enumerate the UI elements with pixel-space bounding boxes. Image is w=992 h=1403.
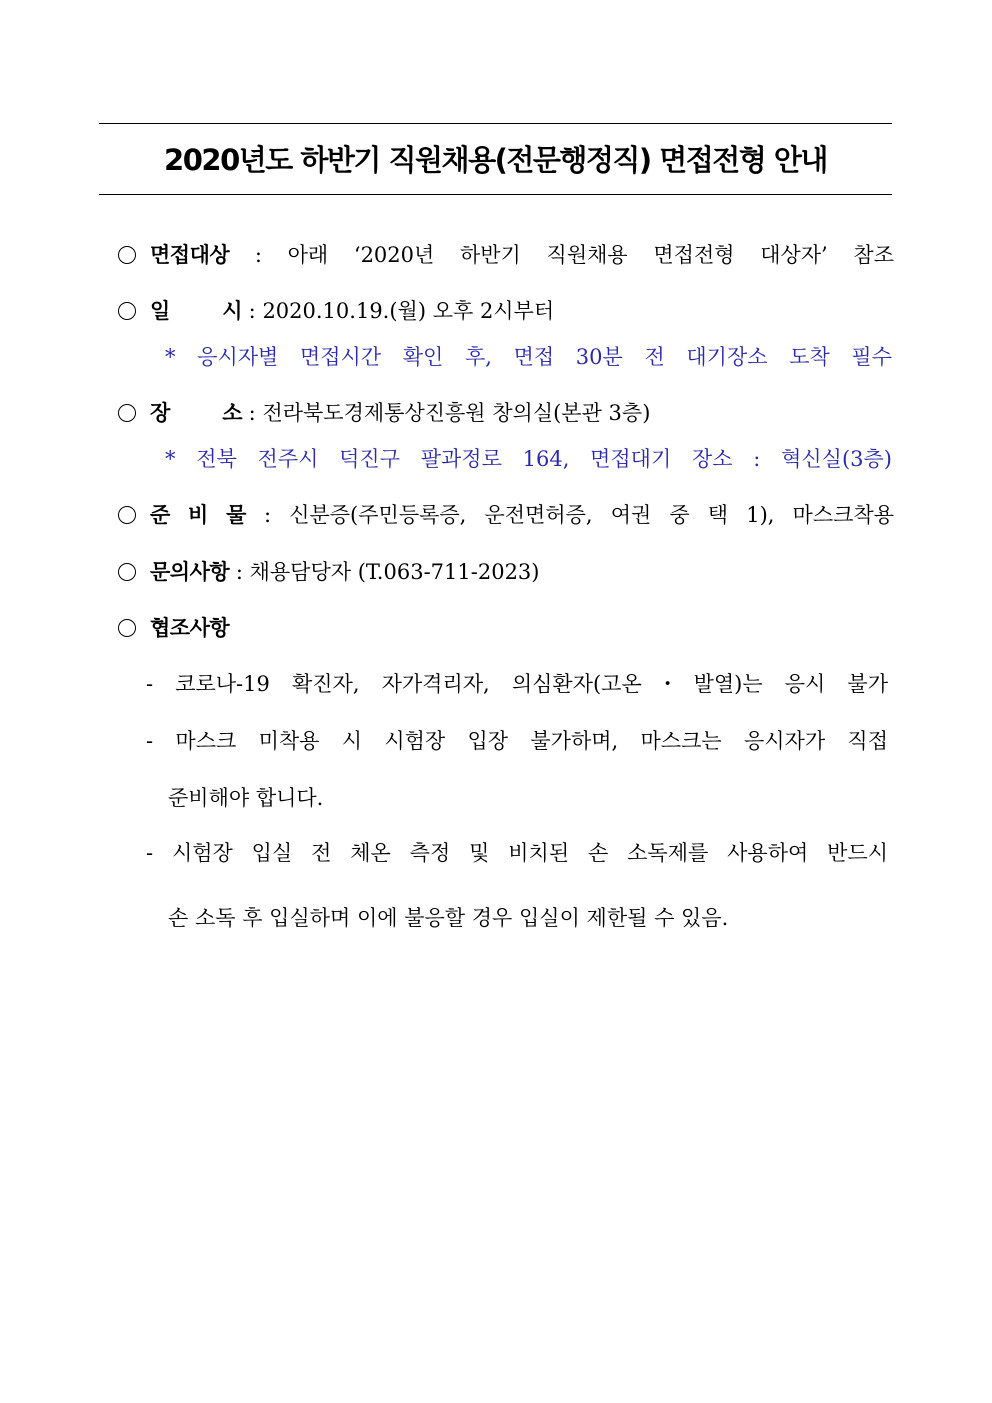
title-bottom-rule — [99, 194, 892, 195]
item-place — [118, 398, 894, 428]
item-supplies — [118, 500, 894, 530]
cooperation-item-1: - 코로나-19 확진자, 자가격리자, 의심환자(고온・발열)는 응시 불가 — [146, 672, 888, 696]
item-datetime-note: * 응시자별 면접시간 확인 후, 면접 30분 전 대기장소 도착 필수 — [165, 345, 892, 369]
item-value: 채용담당자 (T.063-711-2023) — [249, 560, 540, 584]
item-datetime — [118, 296, 894, 326]
item-label: 면접대상 — [150, 243, 230, 267]
item-interview-target — [118, 240, 894, 270]
item-separator: : — [242, 401, 263, 425]
circle-bullet-icon — [118, 246, 136, 264]
item-value: 신분증(주민등록증, 운전면허증, 여권 중 택 1), 마스크착용 — [289, 503, 894, 527]
item-cooperation — [118, 613, 894, 643]
circle-bullet-icon — [118, 404, 136, 422]
circle-bullet-icon — [118, 302, 136, 320]
item-value: 전라북도경제통상진흥원 창의실(본관 3층) — [262, 401, 651, 425]
item-separator: : — [229, 243, 288, 267]
item-value: 아래 ‘2020년 하반기 직원채용 면접전형 대상자’ 참조 — [287, 243, 894, 267]
item-inquiry — [118, 557, 894, 587]
item-label: 일 시 — [150, 299, 242, 323]
item-label: 준 비 물 — [150, 503, 246, 527]
item-label: 장 소 — [150, 401, 242, 425]
item-label: 문의사항 — [150, 560, 230, 584]
circle-bullet-icon — [118, 506, 136, 524]
item-separator: : — [229, 560, 250, 584]
cooperation-item-3-cont: 손 소독 후 입실하며 이에 불응할 경우 입실이 제한될 수 있음. — [168, 906, 729, 930]
item-place-note: * 전북 전주시 덕진구 팔과정로 164, 면접대기 장소 : 혁신실(3층) — [165, 447, 892, 471]
circle-bullet-icon — [118, 563, 136, 581]
page-title: 2020년도 하반기 직원채용(전문행정직) 면접전형 안내 — [164, 143, 827, 177]
cooperation-item-2: - 마스크 미착용 시 시험장 입장 불가하며, 마스크는 응시자가 직접 — [146, 729, 888, 753]
item-separator: : — [245, 503, 290, 527]
item-value: 2020.10.19.(월) 오후 2시부터 — [262, 299, 555, 323]
cooperation-item-3: - 시험장 입실 전 체온 측정 및 비치된 손 소독제를 사용하여 반드시 — [146, 841, 888, 865]
item-label: 협조사항 — [150, 616, 230, 640]
cooperation-item-2-cont: 준비해야 합니다. — [168, 786, 324, 810]
title-top-rule — [99, 123, 892, 124]
item-separator: : — [242, 299, 263, 323]
circle-bullet-icon — [118, 619, 136, 637]
